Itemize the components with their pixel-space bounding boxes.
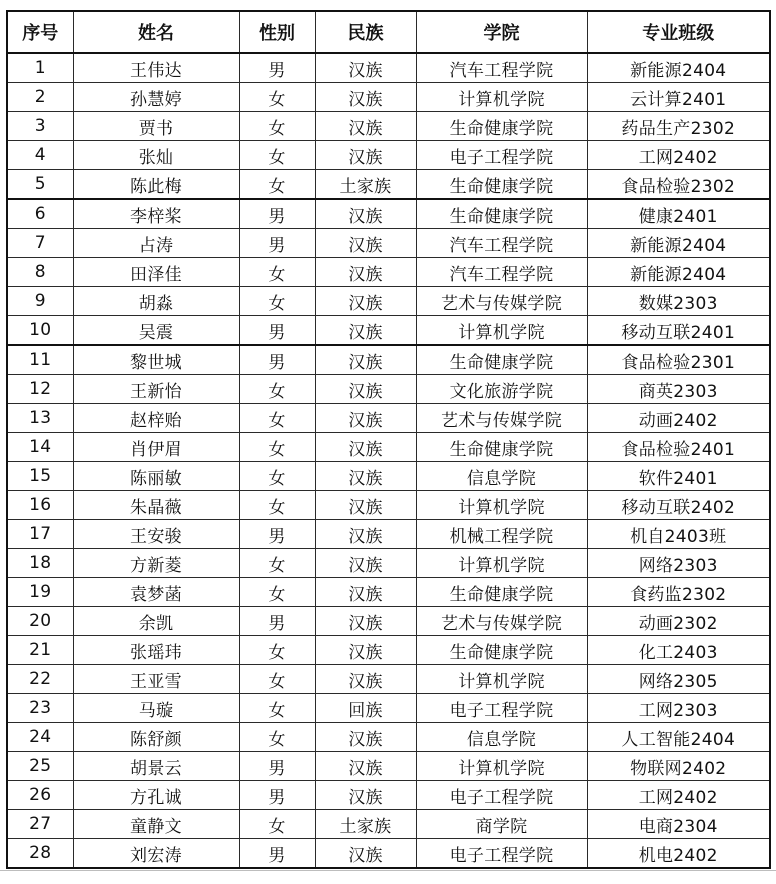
- cell-name: 王新怡: [73, 375, 239, 404]
- cell-major-class: 云计算2401: [587, 83, 770, 112]
- cell-major-class: 工网2402: [587, 781, 770, 810]
- cell-college: 计算机学院: [416, 752, 587, 781]
- cell-college: 汽车工程学院: [416, 258, 587, 287]
- cell-serial-number: 13: [7, 404, 73, 433]
- table-row: [7, 112, 770, 141]
- cell-name: 朱晶薇: [73, 491, 239, 520]
- cell-major-class: 网络2305: [587, 665, 770, 694]
- cell-ethnicity: 汉族: [315, 287, 416, 316]
- cell-college: 生命健康学院: [416, 433, 587, 462]
- cell-ethnicity: 汉族: [315, 199, 416, 229]
- cell-ethnicity: 汉族: [315, 229, 416, 258]
- cell-gender: 女: [239, 665, 315, 694]
- cell-serial-number: 23: [7, 694, 73, 723]
- table-row: [7, 462, 770, 491]
- cell-college: 电子工程学院: [416, 141, 587, 170]
- cell-serial-number: 20: [7, 607, 73, 636]
- cell-gender: 女: [239, 141, 315, 170]
- cell-gender: 男: [239, 345, 315, 375]
- cell-ethnicity: 汉族: [315, 491, 416, 520]
- table-row: [7, 752, 770, 781]
- cell-ethnicity: 汉族: [315, 607, 416, 636]
- cell-ethnicity: 汉族: [315, 404, 416, 433]
- cell-gender: 男: [239, 781, 315, 810]
- cell-name: 肖伊眉: [73, 433, 239, 462]
- cell-college: 计算机学院: [416, 83, 587, 112]
- cell-name: 占涛: [73, 229, 239, 258]
- cell-name: 孙慧婷: [73, 83, 239, 112]
- cell-gender: 女: [239, 287, 315, 316]
- cell-ethnicity: 土家族: [315, 810, 416, 839]
- cell-ethnicity: 汉族: [315, 141, 416, 170]
- cell-ethnicity: 汉族: [315, 636, 416, 665]
- cell-name: 王伟达: [73, 53, 239, 83]
- header-row: [7, 11, 770, 53]
- cell-gender: 男: [239, 607, 315, 636]
- cell-gender: 男: [239, 839, 315, 869]
- cell-ethnicity: 汉族: [315, 549, 416, 578]
- cell-serial-number: 17: [7, 520, 73, 549]
- table-row: [7, 229, 770, 258]
- table-row: [7, 375, 770, 404]
- cell-ethnicity: 汉族: [315, 752, 416, 781]
- cell-name: 张灿: [73, 141, 239, 170]
- header-ethnicity: 民族: [315, 11, 416, 53]
- cell-ethnicity: 汉族: [315, 723, 416, 752]
- cell-ethnicity: 土家族: [315, 170, 416, 200]
- cell-serial-number: 16: [7, 491, 73, 520]
- table-row: [7, 345, 770, 375]
- cell-college: 机械工程学院: [416, 520, 587, 549]
- cell-gender: 男: [239, 316, 315, 346]
- cell-gender: 男: [239, 199, 315, 229]
- header-serial-number: 序号: [7, 11, 73, 53]
- cell-serial-number: 11: [7, 345, 73, 375]
- cell-serial-number: 26: [7, 781, 73, 810]
- cell-serial-number: 12: [7, 375, 73, 404]
- cell-ethnicity: 汉族: [315, 258, 416, 287]
- cell-college: 生命健康学院: [416, 112, 587, 141]
- cell-college: 艺术与传媒学院: [416, 607, 587, 636]
- cell-college: 生命健康学院: [416, 345, 587, 375]
- cell-gender: 女: [239, 694, 315, 723]
- cell-college: 计算机学院: [416, 549, 587, 578]
- cell-college: 汽车工程学院: [416, 229, 587, 258]
- cell-ethnicity: 汉族: [315, 375, 416, 404]
- cell-college: 电子工程学院: [416, 781, 587, 810]
- table-row: [7, 520, 770, 549]
- table-row: [7, 636, 770, 665]
- cell-name: 赵梓贻: [73, 404, 239, 433]
- cell-name: 童静文: [73, 810, 239, 839]
- header-major-class: 专业班级: [587, 11, 770, 53]
- cell-serial-number: 9: [7, 287, 73, 316]
- cell-name: 黎世城: [73, 345, 239, 375]
- cell-major-class: 新能源2404: [587, 53, 770, 83]
- student-table: [6, 10, 771, 869]
- cell-gender: 女: [239, 404, 315, 433]
- cell-major-class: 商英2303: [587, 375, 770, 404]
- cell-name: 陈此梅: [73, 170, 239, 200]
- cell-major-class: 电商2304: [587, 810, 770, 839]
- cell-serial-number: 7: [7, 229, 73, 258]
- cell-gender: 女: [239, 433, 315, 462]
- cell-name: 王亚雪: [73, 665, 239, 694]
- cell-name: 刘宏涛: [73, 839, 239, 869]
- table-row: [7, 549, 770, 578]
- cell-name: 胡景云: [73, 752, 239, 781]
- cell-gender: 男: [239, 752, 315, 781]
- cell-major-class: 移动互联2402: [587, 491, 770, 520]
- cell-serial-number: 8: [7, 258, 73, 287]
- cell-college: 生命健康学院: [416, 199, 587, 229]
- cell-name: 余凯: [73, 607, 239, 636]
- cell-major-class: 食品检验2301: [587, 345, 770, 375]
- cell-major-class: 食品检验2302: [587, 170, 770, 200]
- cell-gender: 男: [239, 520, 315, 549]
- cell-major-class: 数媒2303: [587, 287, 770, 316]
- table-row: [7, 491, 770, 520]
- cell-college: 生命健康学院: [416, 578, 587, 607]
- cell-college: 商学院: [416, 810, 587, 839]
- table-row: [7, 433, 770, 462]
- cell-major-class: 机自2403班: [587, 520, 770, 549]
- cell-name: 袁梦菡: [73, 578, 239, 607]
- cell-major-class: 药品生产2302: [587, 112, 770, 141]
- cell-college: 艺术与传媒学院: [416, 287, 587, 316]
- cell-name: 吴震: [73, 316, 239, 346]
- cell-serial-number: 18: [7, 549, 73, 578]
- table-row: [7, 287, 770, 316]
- cell-major-class: 工网2303: [587, 694, 770, 723]
- cell-college: 电子工程学院: [416, 839, 587, 869]
- cell-major-class: 人工智能2404: [587, 723, 770, 752]
- table-header: [7, 11, 770, 53]
- cell-serial-number: 25: [7, 752, 73, 781]
- cell-serial-number: 15: [7, 462, 73, 491]
- cell-ethnicity: 汉族: [315, 839, 416, 869]
- cell-gender: 女: [239, 578, 315, 607]
- cell-serial-number: 27: [7, 810, 73, 839]
- cell-major-class: 化工2403: [587, 636, 770, 665]
- cell-ethnicity: 汉族: [315, 83, 416, 112]
- cell-name: 张瑶玮: [73, 636, 239, 665]
- cell-ethnicity: 汉族: [315, 462, 416, 491]
- table-row: [7, 578, 770, 607]
- cell-name: 贾书: [73, 112, 239, 141]
- cell-major-class: 食品检验2401: [587, 433, 770, 462]
- cell-gender: 女: [239, 549, 315, 578]
- cell-college: 计算机学院: [416, 316, 587, 346]
- cell-college: 计算机学院: [416, 491, 587, 520]
- cell-serial-number: 1: [7, 53, 73, 83]
- cell-ethnicity: 回族: [315, 694, 416, 723]
- page-bottom-divider: [0, 870, 776, 871]
- cell-serial-number: 6: [7, 199, 73, 229]
- cell-gender: 女: [239, 636, 315, 665]
- cell-gender: 女: [239, 723, 315, 752]
- cell-major-class: 工网2402: [587, 141, 770, 170]
- cell-major-class: 移动互联2401: [587, 316, 770, 346]
- cell-major-class: 食药监2302: [587, 578, 770, 607]
- cell-name: 陈舒颜: [73, 723, 239, 752]
- cell-college: 文化旅游学院: [416, 375, 587, 404]
- cell-gender: 女: [239, 83, 315, 112]
- cell-gender: 女: [239, 491, 315, 520]
- cell-college: 电子工程学院: [416, 694, 587, 723]
- cell-serial-number: 4: [7, 141, 73, 170]
- cell-ethnicity: 汉族: [315, 316, 416, 346]
- table-row: [7, 607, 770, 636]
- cell-major-class: 机电2402: [587, 839, 770, 869]
- cell-ethnicity: 汉族: [315, 578, 416, 607]
- table-row: [7, 258, 770, 287]
- cell-ethnicity: 汉族: [315, 665, 416, 694]
- cell-major-class: 物联网2402: [587, 752, 770, 781]
- cell-name: 王安骏: [73, 520, 239, 549]
- cell-serial-number: 10: [7, 316, 73, 346]
- cell-college: 生命健康学院: [416, 636, 587, 665]
- table-row: [7, 839, 770, 869]
- cell-major-class: 动画2302: [587, 607, 770, 636]
- table-row: [7, 316, 770, 346]
- cell-gender: 女: [239, 258, 315, 287]
- header-college: 学院: [416, 11, 587, 53]
- cell-serial-number: 21: [7, 636, 73, 665]
- cell-college: 信息学院: [416, 723, 587, 752]
- cell-college: 信息学院: [416, 462, 587, 491]
- table-row: [7, 404, 770, 433]
- cell-college: 生命健康学院: [416, 170, 587, 200]
- table-row: [7, 199, 770, 229]
- table-row: [7, 723, 770, 752]
- cell-ethnicity: 汉族: [315, 433, 416, 462]
- cell-college: 计算机学院: [416, 665, 587, 694]
- cell-serial-number: 2: [7, 83, 73, 112]
- cell-serial-number: 19: [7, 578, 73, 607]
- cell-name: 李梓桨: [73, 199, 239, 229]
- cell-ethnicity: 汉族: [315, 781, 416, 810]
- cell-name: 方孔诚: [73, 781, 239, 810]
- cell-ethnicity: 汉族: [315, 520, 416, 549]
- cell-gender: 女: [239, 462, 315, 491]
- cell-gender: 女: [239, 112, 315, 141]
- cell-ethnicity: 汉族: [315, 112, 416, 141]
- cell-major-class: 软件2401: [587, 462, 770, 491]
- cell-gender: 女: [239, 810, 315, 839]
- table-body: [7, 53, 770, 868]
- cell-major-class: 新能源2404: [587, 258, 770, 287]
- table-row: [7, 694, 770, 723]
- table-row: [7, 83, 770, 112]
- table-row: [7, 141, 770, 170]
- table-row: [7, 810, 770, 839]
- table-row: [7, 53, 770, 83]
- table-row: [7, 781, 770, 810]
- cell-gender: 女: [239, 375, 315, 404]
- table-row: [7, 170, 770, 200]
- student-table-sheet: [6, 10, 769, 869]
- cell-major-class: 新能源2404: [587, 229, 770, 258]
- cell-serial-number: 3: [7, 112, 73, 141]
- cell-serial-number: 22: [7, 665, 73, 694]
- cell-gender: 男: [239, 53, 315, 83]
- table-row: [7, 665, 770, 694]
- cell-serial-number: 5: [7, 170, 73, 200]
- cell-ethnicity: 汉族: [315, 53, 416, 83]
- header-name: 姓名: [73, 11, 239, 53]
- cell-name: 马璇: [73, 694, 239, 723]
- cell-gender: 男: [239, 229, 315, 258]
- cell-gender: 女: [239, 170, 315, 200]
- cell-name: 胡淼: [73, 287, 239, 316]
- cell-college: 艺术与传媒学院: [416, 404, 587, 433]
- cell-major-class: 动画2402: [587, 404, 770, 433]
- cell-ethnicity: 汉族: [315, 345, 416, 375]
- cell-name: 方新菱: [73, 549, 239, 578]
- cell-major-class: 健康2401: [587, 199, 770, 229]
- cell-serial-number: 14: [7, 433, 73, 462]
- header-gender: 性别: [239, 11, 315, 53]
- cell-name: 田泽佳: [73, 258, 239, 287]
- cell-serial-number: 28: [7, 839, 73, 869]
- cell-name: 陈丽敏: [73, 462, 239, 491]
- cell-college: 汽车工程学院: [416, 53, 587, 83]
- cell-serial-number: 24: [7, 723, 73, 752]
- cell-major-class: 网络2303: [587, 549, 770, 578]
